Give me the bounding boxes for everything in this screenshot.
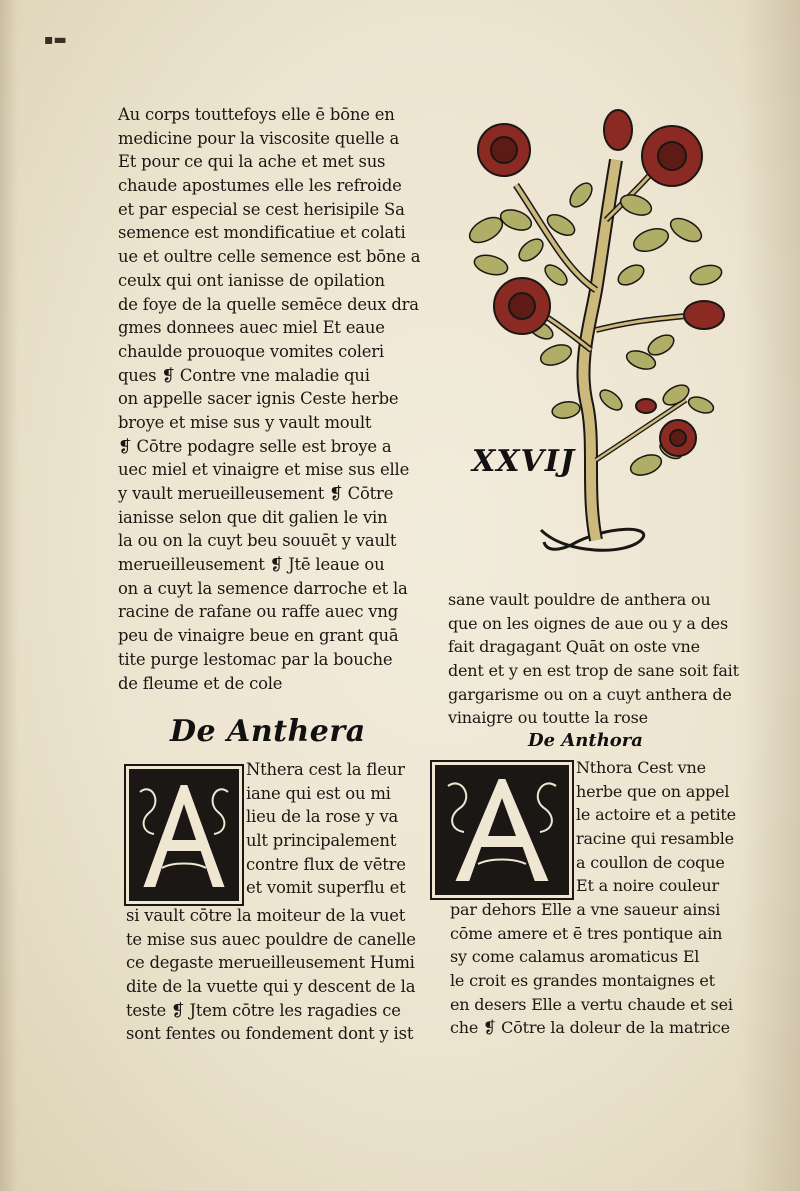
text-line: en desers Elle a vertu chaude et sei bbox=[450, 994, 733, 1014]
right-column-top-text bbox=[448, 588, 748, 730]
text-line: et par especial se cest herisipile Sa bbox=[118, 199, 405, 219]
text-line: semence est mondificatiue et colati bbox=[118, 223, 406, 243]
text-line: gargarisme ou on a cuyt anthera de bbox=[448, 684, 732, 704]
text-line: ques ❡ Contre vne maladie qui bbox=[118, 365, 370, 385]
text-line: chaude apostumes elle les refroide bbox=[118, 176, 402, 196]
text-line: et vomit superflu et bbox=[246, 878, 406, 898]
text-line: vinaigre ou toutte la rose bbox=[448, 708, 648, 728]
text-line: ceulx qui ont ianisse de opilation bbox=[118, 270, 385, 290]
text-line: si vault cōtre la moiteur de la vuet bbox=[126, 906, 406, 925]
text-line: sane vault pouldre de anthera ou bbox=[448, 590, 711, 609]
text-line: Et pour ce qui la ache et met sus bbox=[118, 152, 386, 172]
text-line: le actoire et a petite bbox=[576, 805, 736, 825]
rose-plant-woodcut bbox=[446, 100, 746, 580]
text-line: Nthera cest la fleur bbox=[246, 760, 405, 779]
text-line: que on les oignes de aue ou y a des bbox=[448, 613, 728, 633]
text-line: a coullon de coque bbox=[576, 852, 725, 872]
text-line: broye et mise sus y vault moult bbox=[118, 412, 372, 432]
text-line: ult principalement bbox=[246, 831, 397, 851]
text-line: peu de vinaigre beue en grant quā bbox=[118, 626, 399, 646]
text-line: uec miel et vinaigre et mise sus elle bbox=[118, 460, 410, 480]
right-column-bottom-text bbox=[450, 898, 750, 1040]
text-line: ce degaste merueilleusement Humi bbox=[126, 953, 415, 973]
text-line: de foye de la quelle semēce deux dra bbox=[118, 294, 419, 314]
left-column-bottom-text bbox=[126, 904, 426, 1046]
text-line: herbe que on appel bbox=[576, 781, 730, 801]
text-line: chaulde prouoque vomites coleri bbox=[118, 341, 384, 361]
text-line: dite de la vuette qui y descent de la bbox=[126, 977, 416, 997]
text-line: racine qui resamble bbox=[576, 829, 734, 849]
text-line: ue et oultre celle semence est bōne a bbox=[118, 247, 421, 267]
corner-mark: ▪▬ bbox=[44, 32, 67, 48]
text-line: cōme amere et ē tres pontique ain bbox=[450, 923, 723, 943]
text-line: teste ❡ Jtem cōtre les ragadies ce bbox=[126, 1000, 401, 1020]
text-line: le croit es grandes montaignes et bbox=[450, 971, 715, 991]
text-line: te mise sus auec pouldre de canelle bbox=[126, 929, 416, 949]
left-dropcap-text bbox=[246, 758, 426, 900]
left-column-top-text bbox=[118, 103, 421, 695]
text-line: Au corps touttefoys elle ē bōne en bbox=[118, 105, 395, 124]
text-line: Et a noire couleur bbox=[576, 876, 719, 896]
text-line: y vault merueilleusement ❡ Cōtre bbox=[118, 484, 394, 503]
text-line: gmes donnees auec miel Et eaue bbox=[118, 318, 385, 338]
text-line: on appelle sacer ignis Ceste herbe bbox=[118, 389, 399, 409]
gutter-shadow bbox=[0, 0, 18, 1191]
text-line: racine de rafane ou raffe auec vng bbox=[118, 602, 399, 622]
section-heading-anthera: De Anthera bbox=[170, 714, 366, 749]
text-line: tite purge lestomac par la bouche bbox=[118, 649, 393, 669]
text-line: Nthora Cest vne bbox=[576, 758, 706, 777]
decorated-initial-a-left bbox=[124, 764, 244, 906]
decorated-initial-a-right bbox=[430, 760, 574, 900]
text-line: iane qui est ou mi bbox=[246, 783, 391, 803]
text-line: la ou on la cuyt beu souuēt y vault bbox=[118, 531, 397, 551]
text-line: de fleume et de cole bbox=[118, 673, 283, 693]
text-line: ianisse selon que dit galien le vin bbox=[118, 507, 388, 527]
text-line: medicine pour la viscosite quelle a bbox=[118, 128, 400, 148]
text-line: dent et y en est trop de sane soit fait bbox=[448, 661, 739, 681]
section-heading-anthora: De Anthora bbox=[528, 730, 643, 751]
plate-number: XXVIJ bbox=[472, 444, 576, 479]
text-line: fait dragagant Quāt on oste vne bbox=[448, 637, 700, 657]
text-line: ❡ Cōtre podagre selle est broye a bbox=[118, 436, 392, 456]
right-dropcap-text bbox=[576, 756, 756, 898]
text-line: sont fentes ou fondement dont y ist bbox=[126, 1024, 414, 1044]
text-line: sy come calamus aromaticus El bbox=[450, 947, 700, 967]
text-line: on a cuyt la semence darroche et la bbox=[118, 578, 408, 598]
text-line: par dehors Elle a vne saueur ainsi bbox=[450, 900, 721, 919]
text-line: contre flux de vētre bbox=[246, 854, 406, 874]
text-line: che ❡ Cōtre la doleur de la matrice bbox=[450, 1018, 730, 1038]
text-line: merueilleusement ❡ Jtē leaue ou bbox=[118, 555, 385, 575]
text-line: lieu de la rose y va bbox=[246, 807, 399, 827]
